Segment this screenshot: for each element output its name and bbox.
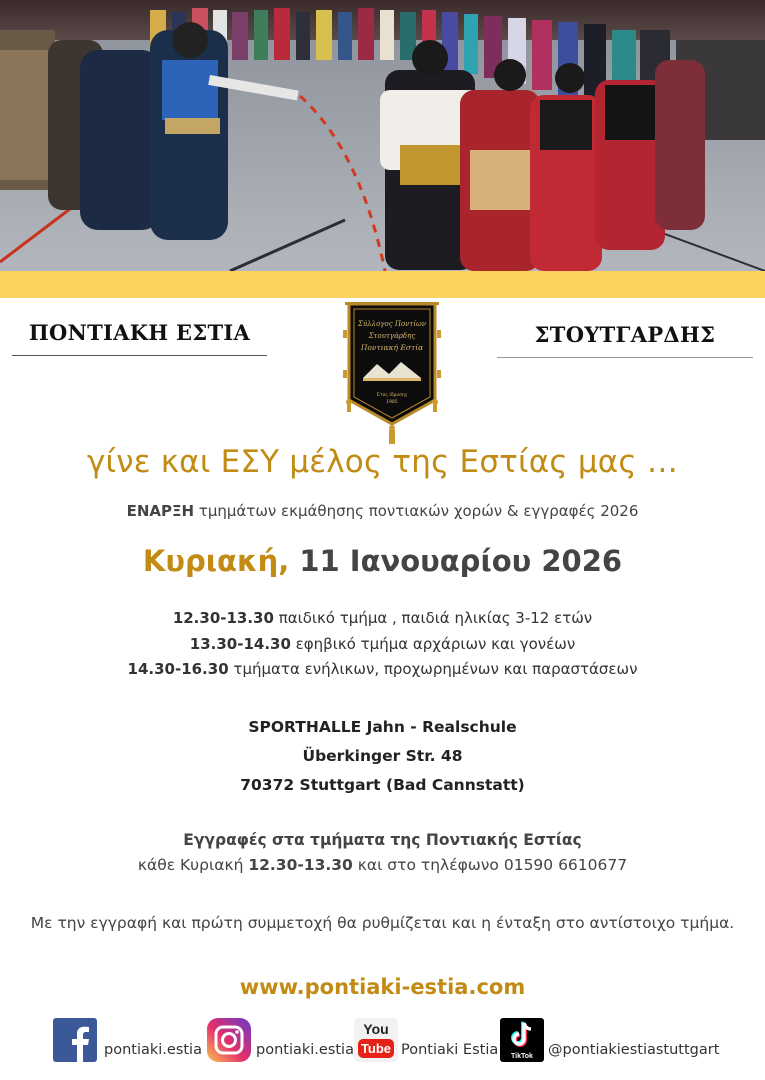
registration-details bbox=[0, 856, 765, 874]
social-youtube[interactable] bbox=[354, 1018, 499, 1064]
schedule-time: 12.30-13.30 bbox=[172, 609, 274, 627]
tagline-suffix: μέλος της Εστίας μας … bbox=[279, 444, 679, 480]
facebook-handle: pontiaki.estia bbox=[104, 1042, 202, 1058]
organization-city: ΣΤΟΥΤΓΑΡΔΗΣ bbox=[534, 322, 716, 347]
tiktok-icon-text: TikTok bbox=[511, 1053, 533, 1060]
yellow-band bbox=[0, 271, 765, 298]
instagram-handle: pontiaki.estia bbox=[256, 1042, 354, 1058]
divider-right bbox=[497, 357, 753, 358]
facebook-icon[interactable] bbox=[53, 1018, 97, 1062]
event-date-rest: 11 Ιανουαρίου 2026 bbox=[289, 544, 623, 578]
youtube-icon-text-bottom: Tube bbox=[358, 1039, 394, 1058]
svg-text:Στουτγάρδης: Στουτγάρδης bbox=[368, 332, 416, 340]
social-tiktok[interactable] bbox=[500, 1018, 740, 1064]
youtube-channel: Pontiaki Estia bbox=[401, 1042, 499, 1058]
subtitle-emphasis: ΕΝΑΡΞΗ bbox=[126, 502, 195, 520]
subtitle-rest: τμημάτων εκμάθησης ποντιακών χορών & εγγραφές 2026 bbox=[194, 502, 639, 520]
headline-tagline bbox=[0, 444, 765, 480]
tagline-prefix: γίνε και bbox=[86, 444, 221, 480]
schedule-time: 13.30-14.30 bbox=[189, 635, 291, 653]
registration-time: 12.30-13.30 bbox=[248, 856, 353, 874]
registration-title: Εγγραφές στα τμήματα της Ποντιακής Εστίας bbox=[183, 831, 582, 849]
venue-name: SPORTHALLE Jahn - Realschule bbox=[248, 718, 517, 736]
club-banner-logo bbox=[343, 300, 441, 450]
enrollment-note: Με την εγγραφή και πρώτη συμμετοχή θα ρυθμίζεται και η ένταξη στο αντίστοιχο τμήμα. bbox=[30, 914, 735, 932]
hero-photo bbox=[0, 0, 765, 271]
venue-city: 70372 Stuttgart (Bad Cannstatt) bbox=[240, 776, 525, 794]
registration-phone: και στο τηλέφωνο 01590 6610677 bbox=[352, 856, 628, 874]
svg-text:Έτος ίδρυσης: Έτος ίδρυσης bbox=[376, 393, 408, 398]
registration-pre: κάθε Κυριακή bbox=[137, 856, 249, 874]
youtube-icon[interactable] bbox=[354, 1018, 398, 1062]
subtitle bbox=[0, 502, 765, 520]
tiktok-icon[interactable] bbox=[500, 1018, 544, 1062]
schedule-item bbox=[0, 609, 765, 627]
svg-text:Ποντιακή Εστία: Ποντιακή Εστία bbox=[360, 343, 424, 352]
schedule-desc: παιδικό τμήμα , παιδιά ηλικίας 3-12 ετών bbox=[273, 609, 593, 627]
divider-left bbox=[12, 355, 267, 356]
youtube-icon-text-top: You bbox=[363, 1021, 389, 1037]
schedule-item bbox=[0, 660, 765, 678]
organization-name: ΠΟΝΤΙΑΚΗ ΕΣΤΙΑ bbox=[28, 320, 251, 345]
tiktok-handle: @pontiakiestiastuttgart bbox=[548, 1042, 720, 1058]
schedule-desc: τμήματα ενήλικων, προχωρημένων και παραστάσεων bbox=[228, 660, 638, 678]
event-day: Κυριακή, bbox=[142, 544, 290, 578]
social-facebook[interactable] bbox=[53, 1018, 203, 1064]
instagram-icon[interactable] bbox=[207, 1018, 251, 1062]
schedule-time: 14.30-16.30 bbox=[127, 660, 229, 678]
tagline-emphasis: ΕΣΥ bbox=[220, 444, 280, 480]
website-link[interactable]: www.pontiaki-estia.com bbox=[239, 975, 526, 999]
schedule-item bbox=[0, 635, 765, 653]
event-date bbox=[0, 544, 765, 578]
svg-text:1985: 1985 bbox=[386, 400, 398, 405]
venue-street: Überkinger Str. 48 bbox=[302, 747, 463, 765]
schedule-desc: εφηβικό τμήμα αρχάριων και γονέων bbox=[290, 635, 576, 653]
svg-text:Σύλλογος Ποντίων: Σύλλογος Ποντίων bbox=[358, 320, 426, 328]
social-instagram[interactable] bbox=[207, 1018, 352, 1064]
